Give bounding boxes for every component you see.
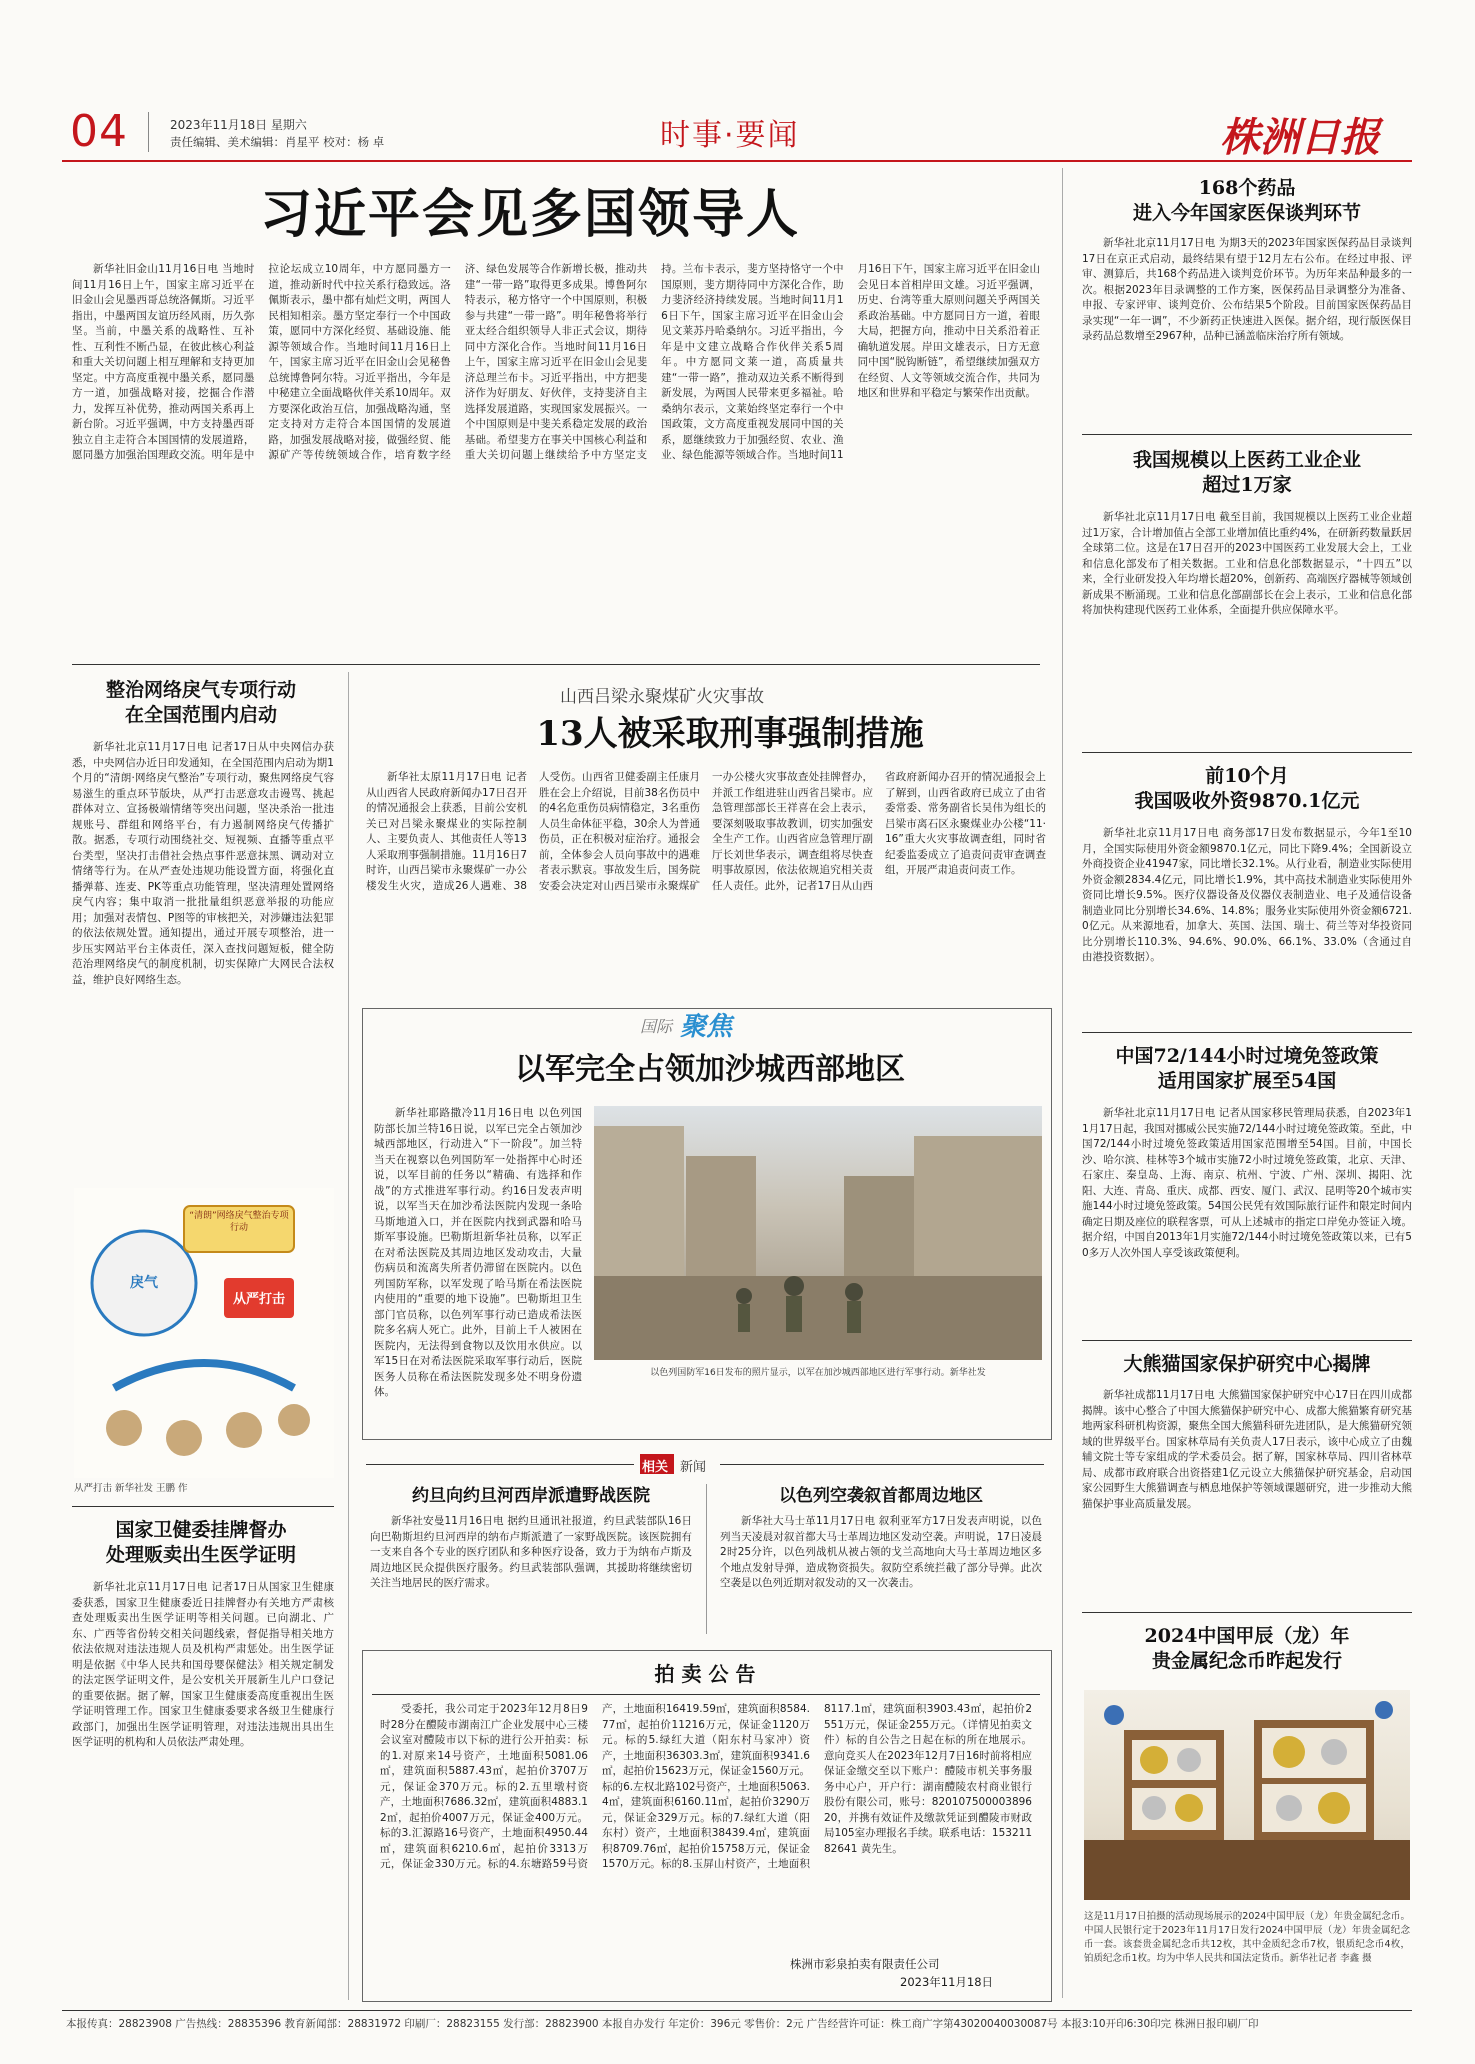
gaza-photo-scene bbox=[594, 1106, 1042, 1360]
section-title: 时事·要闻 bbox=[660, 118, 800, 153]
left-column-divider bbox=[348, 672, 349, 2000]
lead-body: 新华社旧金山11月16日电 当地时间11月16日上午，国家主席习近平在旧金山会见墨西哥总统洛佩斯。习近平指出，中墨两国友谊历经风雨，历久弥坚。当前，中墨关系的战略性、互补性、互利性不断凸显，在彼此核心利益和重大关切问题上相互理解和支持更加坚定。中方高度重视中墨关系，愿同墨方一道，加强战略对接，挖掘合作潜力，发挥互补优势，推动两国关系再上新台阶。习近平强调，中方支持墨西哥独立自主走符合本国国情的发展道路，愿同墨方加强治国理政交流。明年是中拉论坛成立10周年，中方愿同墨方一道，推动新时代中拉关系行稳致远。洛佩斯表示，墨中都有灿烂文明，两国人民相知相亲。墨方坚定奉行一个中国政策，愿同中方深化经贸、基础设施、能源等领域合作。当地时间11月16日上午，国家主席习近平在旧金山会见秘鲁总统博鲁阿尔特。习近平指出，今年是中秘建立全面战略伙伴关系10周年。双方要深化政治互信，加强战略沟通，坚定支持对方走符合本国国情的发展道路，加强发展战略对接，做强经贸、能源矿产等传统领域合作，培育数字经济、绿色发展等合作新增长极，推动共建“一带一路”取得更多成果。博鲁阿尔特表示，秘方恪守一个中国原则，积极参与共建“一带一路”。明年秘鲁将举行亚太经合组织领导人非正式会议，期待同中方深化合作。当地时间11月16日上午，国家主席习近平在旧金山会见斐济总理兰布卡。习近平指出，中方把斐济作为好朋友、好伙伴，支持斐济自主选择发展道路，实现国家发展振兴。一个中国原则是中斐关系稳定发展的政治基础。希望斐方在事关中国核心利益和重大关切问题上继续给予中方坚定支持。兰布卡表示，斐方坚持恪守一个中国原则，斐方期待同中方深化合作，助力斐济经济持续发展。当地时间11月16日下午，国家主席习近平在旧金山会见文莱苏丹哈桑纳尔。习近平指出，今年是中文建立战略合作伙伴关系5周年。中方愿同文莱一道，高质量共建“一带一路”，推动双边关系不断得到新发展，为两国人民带来更多福祉。哈桑纳尔表示，文莱始终坚定奉行一个中国政策，文方高度重视发展同中国的关系，愿继续致力于加强经贸、农业、渔业、绿色能源等领域合作。当地时间11月16日下午，国家主席习近平在旧金山会见日本首相岸田文雄。习近平强调，历史、台湾等重大原则问题关乎两国关系政治基础。中方愿同日方一道，着眼大局，把握方向，推动中日关系沿着正确轨道发展。岸田文雄表示，日方无意同中国“脱钩断链”，希望继续加强双方在经贸、人文等领域交流合作，共同为地区和世界和平稳定与繁荣作出贡献。 bbox=[72, 263, 1040, 461]
right-rule-5 bbox=[1082, 1612, 1412, 1613]
right-rule-1 bbox=[1082, 434, 1412, 435]
coin-display-illustration bbox=[1084, 1690, 1410, 1900]
masthead-editors: 责任编辑、美术编辑：肖星平 校对：杨 卓 bbox=[170, 135, 385, 149]
right-rule-4 bbox=[1082, 1340, 1412, 1341]
cartoon-label-crackdown: 从严打击 bbox=[232, 1292, 285, 1307]
auction-body: 受委托，我公司定于2023年12月8日9时28分在醴陵市湖南江广企业发展中心三楼会议室对醴陵市以下标的进行公开拍卖：标的1.对原来14号资产，土地面积5081.06㎡，建筑面积5887.43㎡，起拍价3707万元，保证金370万元。标的2.五里墩村资产，土地面积7686.32㎡，建筑面积4883.12㎡，起拍价4007万元，保证金400万元。标的3.汇源路16号资产，土地面积4950.44㎡，建筑面积6210.6㎡，起拍价3313万元，保证金330万元。标的4.东塘路59号资产，土地面积16419.59㎡，建筑面积8584.77㎡，起拍价11216万元，保证金1120万元。标的5.绿红大道（阳东村马家冲）资产，土地面积36303.3㎡，建筑面积9341.6㎡，起拍价15623万元，保证金1560万元。标的6.左权北路102号资产，土地面积5063.4㎡，建筑面积6160.11㎡，起拍价3290万元，保证金329万元。标的7.绿红大道（阳东村）资产，土地面积38439.4㎡，建筑面积8709.76㎡，起拍价15758万元，保证金1570万元。标的8.玉屏山村资产，土地面积8117.1㎡，建筑面积3903.43㎡，起拍价2551万元，保证金255万元。（详情见拍卖文件）标的自公告之日起在标的所在地展示。意向竞买人在2023年12月7日16时前将相应保证金缴交至以下账户：醴陵市机关事务服务中心户，开户行：湖南醴陵农村商业银行股份有限公司，账号：82010750000389620，并携有效证件及缴款凭证到醴陵市财政局105室办理报名手续。联系电话：15321182641 黄先生。 bbox=[380, 1703, 1032, 1870]
gaza-photo bbox=[594, 1106, 1042, 1360]
gaza-photo-caption: 以色列国防军16日发布的照片显示，以军在加沙城西部地区进行军事行动。新华社发 bbox=[650, 1368, 986, 1378]
right-story-1-title: 168个药品 进入今年国家医保谈判环节 bbox=[1132, 177, 1361, 224]
right-rule-2 bbox=[1082, 752, 1412, 753]
cartoon-illustration bbox=[74, 1188, 334, 1478]
auction-date: 2023年11月18日 bbox=[900, 1975, 994, 1989]
right-story-3-body: 新华社北京11月17日电 商务部17日发布数据显示，今年1至10月，全国实际使用外资金额9870.1亿元，同比下降9.4%；全国新设立外商投资企业41947家，同比增长32.1%。从行业看，制造业实际使用外资金额2834.4亿元，同比增长1.9%，其中高技术制造业实际使用外资同比增长9.5%。医疗仪器设备及仪器仪表制造业、电子及通信设备制造业同比分别增长34.6%、14.8%；服务业实际使用外资金额6721.0亿元。从来源地看，加拿大、英国、法国、瑞士、荷兰等对华投资同比分别增长110.3%、94.6%、90.0%、66.1%、33.0%（含通过自由港投资数据）。 bbox=[1082, 827, 1412, 963]
right-story-2-body: 新华社北京11月17日电 截至目前，我国规模以上医药工业企业超过1万家，合计增加值占全部工业增加值比重约4%，在研新药数量跃居全球第二位。这是在17日召开的2023中国医药工业发展大会上，工业和信息化部发布了相关数据。工业和信息化部数据显示，“十四五”以来，全行业研发投入年均增长超20%，创新药、高端医疗器械等领域创新成果不断涌现。工业和信息化部副部长在会上表示，工业和信息化部将加快构建现代医药工业体系，全面提升供应保障水平。 bbox=[1082, 511, 1412, 616]
left-story-2-body: 新华社北京11月17日电 记者17日从国家卫生健康委获悉，国家卫生健康委近日挂牌督办有关地方严肃核查处理贩卖出生医学证明等相关问题。已向湖北、广东、广西等省份转交相关问题线索，督促指导相关地方依法依规对违法违规人员及机构严肃惩处。出生医学证明是依据《中华人民共和国母婴保健法》相关规定制发的法定医学证明文件，是公安机关开展新生儿户口登记的重要依据。据了解，国家卫生健康委高度重视出生医学证明管理工作。国家卫生健康委要求各级卫生健康行政部门，加强出生医学证明管理，对违法违规出具出生医学证明的机构和人员依法严肃处理。 bbox=[72, 1581, 334, 1748]
left-story-1-title: 整治网络戾气专项行动 在全国范围内启动 bbox=[105, 679, 296, 726]
related-2-body: 新华社大马士革11月17日电 叙利亚军方17日发表声明说，以色列当天凌晨对叙首都大马士革周边地区发动空袭。声明说，17日凌晨2时25分许，以色列战机从被占领的戈兰高地向大马士革周边地区多个地点发射导弹，造成物资损失。叙防空系统拦截了部分导弹。此次空袭是以色列近期对叙发动的又一次袭击。 bbox=[720, 1515, 1042, 1589]
gaza-body-left: 新华社耶路撒冷11月16日电 以色列国防部长加兰特16日说，以军已完全占领加沙城西部地区，行动进入“下一阶段”。加兰特当天在视察以色列国防军一处指挥中心时还说，以军目前的任务以“精确、有选择和作战”的方式推进军事行动。约16日发表声明说，以军当天在加沙希法医院内发现一条哈马斯地道入口，并在医院内找到武器和哈马斯军事设施。巴勒斯坦新华社员称，以军正在对希法医院及其周边地区发动攻击，大量伤病员和流离失所者仍滞留在医院内。以色列国防军称，以军发现了哈马斯在希法医院内使用的“重要的地下设施”。巴勒斯坦卫生部门官员称，以色列军事行动已造成希法医院多名病人死亡。此外，目前上千人被困在医院内，无法得到食物以及饮用水供应。以军15日在对希法医院采取军事行动后，医院医务人员称在希法医院发现多处不明身份遗体。 bbox=[374, 1107, 582, 1398]
right-story-5-title: 大熊猫国家保护研究中心揭牌 bbox=[1123, 1353, 1371, 1375]
auction-title-rule bbox=[372, 1694, 1040, 1695]
footer-rule bbox=[62, 2010, 1412, 2011]
auction-title: 拍 卖 公 告 bbox=[654, 1662, 756, 1686]
masthead-rule bbox=[62, 160, 1412, 162]
mine-headline: 13人被采取刑事强制措施 bbox=[536, 714, 924, 754]
related-label-related: 相关 bbox=[642, 1460, 669, 1475]
focus-label-focus: 聚焦 bbox=[680, 1012, 733, 1042]
focus-label-intl: 国际 bbox=[640, 1017, 673, 1036]
cartoon-label-campaign: “清朗”网络戾气整治专项行动 bbox=[189, 1211, 289, 1233]
right-story-2-title: 我国规模以上医药工业企业 超过1万家 bbox=[1132, 449, 1361, 496]
related-1-body: 新华社安曼11月16日电 据约旦通讯社报道，约旦武装部队16日向巴勒斯坦约旦河西岸的纳布卢斯派遣了一家野战医院。该医院拥有一支来自各个专业的医疗团队和多种医疗设备，致力于为纳布卢斯及周边地区民众提供医疗服务。约旦武装部队强调，其援助将继续密切关注当地居民的医疗需求。 bbox=[370, 1515, 692, 1589]
page-number: 04 bbox=[70, 106, 128, 157]
left-rule bbox=[72, 1506, 334, 1507]
right-story-3-title: 前10个月 我国吸收外资9870.1亿元 bbox=[1134, 765, 1360, 812]
lead-headline: 习近平会见多国领导人 bbox=[259, 184, 800, 245]
right-story-6-title: 2024中国甲辰（龙）年 贵金属纪念币昨起发行 bbox=[1144, 1625, 1350, 1672]
related-top-rule bbox=[366, 1464, 634, 1465]
related-2-title: 以色列空袭叙首都周边地区 bbox=[779, 1486, 983, 1506]
related-divider bbox=[706, 1484, 707, 1634]
related-1-title: 约旦向约旦河西岸派遣野战医院 bbox=[412, 1486, 650, 1506]
mine-body: 新华社太原11月17日电 记者从山西省人民政府新闻办17日召开的情况通报会上获悉，目前公安机关已对吕梁永聚煤业的实际控制人、主要负责人、其他责任人等13人采取刑事强制措施。11月16日7时许，山西吕梁市永聚煤矿一办公楼发生火灾，造成26人遇难、38人受伤。山西省卫健委副主任康月胜在会上介绍说，目前38名伤员中的4名危重伤员病情稳定，3名重伤人员生命体征平稳，30余人为普通伤员，正在积极对症治疗。通报会前，全体参会人员向事故中的遇难者表示默哀。事故发生后，国务院安委会决定对山西吕梁市永聚煤矿一办公楼火灾事故查处挂牌督办，并派工作组进驻山西省吕梁市。应急管理部部长王祥喜在会上表示，要深刻吸取事故教训，切实加强安全生产工作。山西省应急管理厅副厅长刘世华表示，调查组将尽快查明事故原因，依法依规追究相关责任人责任。此外，记者17日从山西省政府新闻办召开的情况通报会上了解到，山西省政府已成立了由省委常委、常务副省长吴伟为组长的吕梁市离石区永聚煤业办公楼“11·16”重大火灾事故调查组，同时省纪委监委成立了追责问责审查调查组，开展严肃追责问责工作。 bbox=[366, 771, 1046, 892]
gaza-headline: 以军完全占领加沙城西部地区 bbox=[515, 1052, 905, 1087]
coin-caption: 这是11月17日拍摄的活动现场展示的2024中国甲辰（龙）年贵金属纪念币。中国人民银行定于2023年11月17日发行2024中国甲辰（龙）年贵金属纪念币一套。该套贵金属纪念币共12枚，其中金质纪念币7枚，银质纪念币4枚，铂质纪念币1枚。均为中华人民共和国法定货币。新华社记者 李鑫 摄 bbox=[1084, 1911, 1410, 1964]
coin-photo bbox=[1084, 1690, 1410, 1900]
right-story-5-body: 新华社成都11月17日电 大熊猫国家保护研究中心17日在四川成都揭牌。该中心整合了中国大熊猫保护研究中心、成都大熊猫繁育研究基地两家科研机构资源，聚焦全国大熊猫科研先进团队，是大熊猫研究领域的世界级平台。国家林草局有关负责人17日表示，该中心成立了由魏辅文院士等专家组成的学术委员会。据了解，国家林草局、四川省林草局、成都市政府联合出资搭建1亿元设立大熊猫保护研究基金，启动国家公园野生大熊猫调查与栖息地保护等领域课题研究，进一步推动大熊猫保护事业高质量发展。 bbox=[1082, 1389, 1412, 1510]
footer-info: 本报传真：28823908 广告热线：28835396 教育新闻部：28831972 印刷厂：28823155 发行部：28823900 本报自办发行 年定价：396元 零售价：2元 广告经营许可证：株工商广字第43020040030087号 本报3:10开印6:30印完 株洲日报印刷厂印 bbox=[66, 2018, 1259, 2030]
right-column-divider bbox=[1062, 168, 1063, 1998]
related-label-news: 新闻 bbox=[680, 1460, 707, 1475]
masthead-date: 2023年11月18日 星期六 bbox=[170, 118, 307, 132]
cartoon-caption: 从严打击 新华社发 王鹏 作 bbox=[74, 1483, 188, 1494]
left-story-1-body: 新华社北京11月17日电 记者17日从中央网信办获悉，中央网信办近日印发通知，在全国范围内启动为期1个月的“清朗·网络戾气整治”专项行动，聚焦网络戾气容易滋生的重点环节版块，从严打击恶意攻击谩骂、挑起群体对立、宣扬极端情绪等突出问题，坚决杀治一批违规账号、群组和网络平台，有力遏制网络戾气传播扩散。据悉，专项行动围绕社交、短视频、直播等重点平台类型，坚决打击借社会热点事件恶意抹黑、调动对立情绪等行为。在从严查处违规功能设置方面，将强化直播弹幕、连麦、PK等重点功能管理，坚决清理处置网络戾气内容；集中取消一批批量组织恶意举报的功能应用；加强对表情包、P图等的审核把关，对涉嫌违法犯罪的依法依规处置。通知提出，通过开展专项整治，进一步压实网站平台主体责任，深入查找问题短板，健全防范治理网络戾气的制度机制，切实保障广大网民合法权益，维护良好网络生态。 bbox=[72, 741, 334, 986]
auction-signature: 株洲市彩泉拍卖有限责任公司 bbox=[790, 1957, 940, 1971]
right-story-1-body: 新华社北京11月17日电 为期3天的2023年国家医保药品目录谈判17日在京正式启动，最终结果有望于12月左右公布。在经过申报、评审、测算后，共168个药品进入谈判竞价环节。为历年来品种最多的一次。根据2023年目录调整的工作方案，医保药品目录调整分为准备、申报、专家评审、谈判竞价、公布结果5个阶段。目前国家医保药品目录实现“一年一调”，不少新药正快速进入医保。据介绍，现行版医保目录药品总数增至2967种，品种已涵盖临床治疗所有领域。 bbox=[1082, 237, 1412, 342]
lead-bottom-rule bbox=[72, 664, 1040, 665]
related-top-rule-2 bbox=[720, 1464, 1044, 1465]
masthead-divider bbox=[148, 112, 149, 152]
mine-kicker: 山西吕梁永聚煤矿火灾事故 bbox=[560, 687, 764, 707]
right-rule-3 bbox=[1082, 1032, 1412, 1033]
right-story-4-body: 新华社北京11月17日电 记者从国家移民管理局获悉，自2023年11月17日起，我国对挪威公民实施72/144小时过境免签政策。至此，中国72/144小时过境免签政策适用国家范围增至54国。目前，中国长沙、哈尔滨、桂林等3个城市实施72小时过境免签政策，北京、天津、石家庄、秦皇岛、上海、南京、杭州、宁波、广州、深圳、揭阳、沈阳、大连、青岛、重庆、成都、西安、厦门、武汉、昆明等20个城市实施144小时过境免签政策。54国公民凭有效国际旅行证件和限定时间内确定日期及座位的联程客票，可从上述城市的指定口岸免办签证入境。据介绍，中国自2013年1月实施72/144小时过境免签政策以来，已有50多万人次外国人享受该政策便利。 bbox=[1082, 1107, 1412, 1259]
right-story-4-title: 中国72/144小时过境免签政策 适用国家扩展至54国 bbox=[1115, 1045, 1379, 1092]
left-story-2-title: 国家卫健委挂牌督办 处理贩卖出生医学证明 bbox=[105, 1519, 296, 1566]
paper-logo: 株洲日报 bbox=[1220, 114, 1380, 161]
cartoon-label-hostility: 戾气 bbox=[130, 1275, 158, 1291]
